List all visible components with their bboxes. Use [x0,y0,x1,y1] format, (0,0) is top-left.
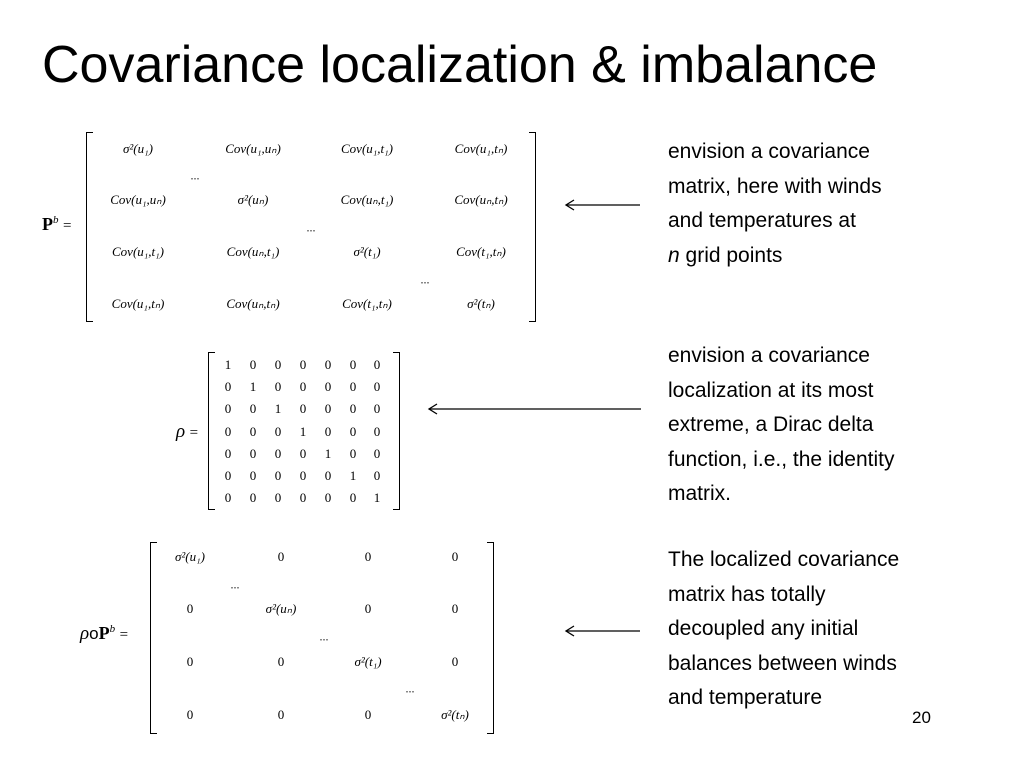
matrix-ellipsis: ... [306,220,316,235]
matrix-cell: 0 [373,424,381,439]
description-line: and temperatures at [668,209,856,232]
matrix-cell: 0 [224,401,232,416]
page-number: 20 [912,708,931,727]
matrix-cell: Cov(uₙ,t₁) [226,244,280,259]
matrix-cell: 1 [249,379,257,394]
matrix-cell: 1 [324,446,332,461]
matrix-cell: 0 [274,379,282,394]
matrix-cell: Cov(t₁,tₙ) [342,296,392,311]
matrix-cell: σ²(u₁) [175,549,205,564]
matrix-cell: Cov(u₁,t₁) [341,141,393,156]
matrix-ellipsis: ... [319,629,329,644]
rho-equals: = [189,425,199,441]
matrix-cell: 0 [274,490,282,505]
description-line [668,239,882,274]
matrix-cell: 0 [373,357,381,372]
matrix-cell: 0 [186,707,194,722]
matrix-cell: 0 [451,549,459,564]
matrix-cell: Cov(u₁,uₙ) [225,141,281,156]
matrix-cell: 0 [299,379,307,394]
matrix-cell: 0 [224,446,232,461]
matrix-cell: 0 [299,401,307,416]
description-line: decoupled any initial [668,617,859,640]
matrix-cell: 0 [373,401,381,416]
matrix-cell: 0 [349,490,357,505]
matrix-ellipsis: ... [405,681,415,696]
matrix-cell: 0 [349,446,357,461]
matrix-cell: σ²(t₁) [353,244,381,259]
matrix-cell: Cov(u₁,uₙ) [110,192,166,207]
matrix-cell: 0 [186,601,194,616]
description-localization [668,339,894,512]
pb-superscript: b [109,623,116,635]
matrix-cell: 0 [224,379,232,394]
matrix-cell: 0 [224,490,232,505]
description-line: localization at its most [668,378,874,402]
description-line: function, i.e., the identity [668,447,895,471]
matrix-cell: 0 [277,707,285,722]
description-line: The localized covariance [668,548,900,571]
description-italic-n: n [668,243,680,267]
pb-equals: = [63,218,72,234]
description-line: matrix, here with winds [668,174,882,198]
matrix-cell: 0 [274,446,282,461]
matrix-cell: 0 [224,468,232,483]
description-rest: grid points [679,243,783,267]
arrow-left-icon [562,197,642,213]
matrix-cell: 0 [451,654,459,669]
matrix-cell: σ²(tₙ) [467,296,495,311]
matrix-cell: σ²(uₙ) [237,192,269,207]
matrix-cell: 0 [324,357,332,372]
matrix-cell: 1 [373,490,381,505]
matrix-cell: 0 [274,468,282,483]
matrix-cell: 0 [277,549,285,564]
matrix-cell: 0 [324,468,332,483]
pb-superscript: b [53,214,59,226]
matrix-cell: 0 [324,424,332,439]
description-localized [668,543,899,716]
matrix-cell: σ²(u₁) [123,141,153,156]
matrix-cell: 0 [373,379,381,394]
matrix-cell: 0 [349,379,357,394]
description-line: envision a covariance [668,140,870,163]
matrix-cell: 0 [349,424,357,439]
matrix-cell: 0 [249,357,257,372]
matrix-cell: 0 [249,424,257,439]
slide-title: Covariance localization & imbalance [42,36,878,94]
matrix-cell: Cov(u₁,tₙ) [111,296,165,311]
description-line: extreme, a Dirac delta [668,413,874,436]
matrix-cell: 1 [299,424,307,439]
matrix-cell: 0 [324,490,332,505]
matrix-cell: 0 [277,654,285,669]
arrow-left-icon [562,623,642,639]
pb-label [42,214,71,235]
matrix-cell: σ²(uₙ) [265,601,297,616]
matrix-cell: Cov(uₙ,tₙ) [226,296,280,311]
matrix-cell: Cov(u₁,tₙ) [454,141,508,156]
matrix-cell: Cov(uₙ,t₁) [340,192,394,207]
rho-pb-label [80,623,128,645]
matrix-cell: 0 [249,401,257,416]
pb-symbol: P [42,214,53,234]
description-line: matrix. [668,482,731,505]
matrix-cell: 0 [274,357,282,372]
matrix-cell: 0 [324,379,332,394]
matrix-cell: 0 [274,424,282,439]
matrix-cell: Cov(t₁,tₙ) [456,244,506,259]
matrix-cell: Cov(uₙ,tₙ) [454,192,508,207]
matrix-cell: 1 [349,468,357,483]
matrix-cell: 0 [249,446,257,461]
schur-product-symbol: o [89,624,99,643]
matrix-cell: Cov(u₁,t₁) [112,244,164,259]
matrix-cell: 0 [299,468,307,483]
matrix-cell: 0 [249,468,257,483]
description-covariance [668,135,882,273]
matrix-ellipsis: ... [230,577,240,592]
matrix-cell: 0 [299,357,307,372]
matrix-cell: 0 [249,490,257,505]
matrix-cell: 1 [224,357,232,372]
matrix-ellipsis: ... [190,168,200,183]
matrix-cell: 0 [349,357,357,372]
matrix-cell: 0 [364,601,372,616]
matrix-cell: 1 [274,401,282,416]
matrix-cell: 0 [324,401,332,416]
arrow-left-icon [425,401,645,417]
matrix-cell: 0 [373,468,381,483]
matrix-cell: σ²(t₁) [354,654,382,669]
matrix-cell: 0 [349,401,357,416]
rho-symbol: ρ [80,623,90,644]
matrix-ellipsis: ... [420,272,430,287]
matrix-cell: 0 [299,490,307,505]
rho-label [176,421,198,443]
matrix-cell: σ²(tₙ) [441,707,469,722]
rho-pb-equals: = [119,627,129,643]
description-line: matrix has totally [668,582,826,606]
description-line: envision a covariance [668,344,870,367]
matrix-cell: 0 [364,549,372,564]
rho-symbol: ρ [176,421,186,442]
matrix-cell: 0 [373,446,381,461]
description-line: balances between winds [668,651,897,675]
matrix-cell: 0 [186,654,194,669]
matrix-cell: 0 [224,424,232,439]
pb-symbol: P [98,623,110,643]
matrix-cell: 0 [299,446,307,461]
matrix-cell: 0 [451,601,459,616]
description-line: and temperature [668,686,823,709]
matrix-cell: 0 [364,707,372,722]
